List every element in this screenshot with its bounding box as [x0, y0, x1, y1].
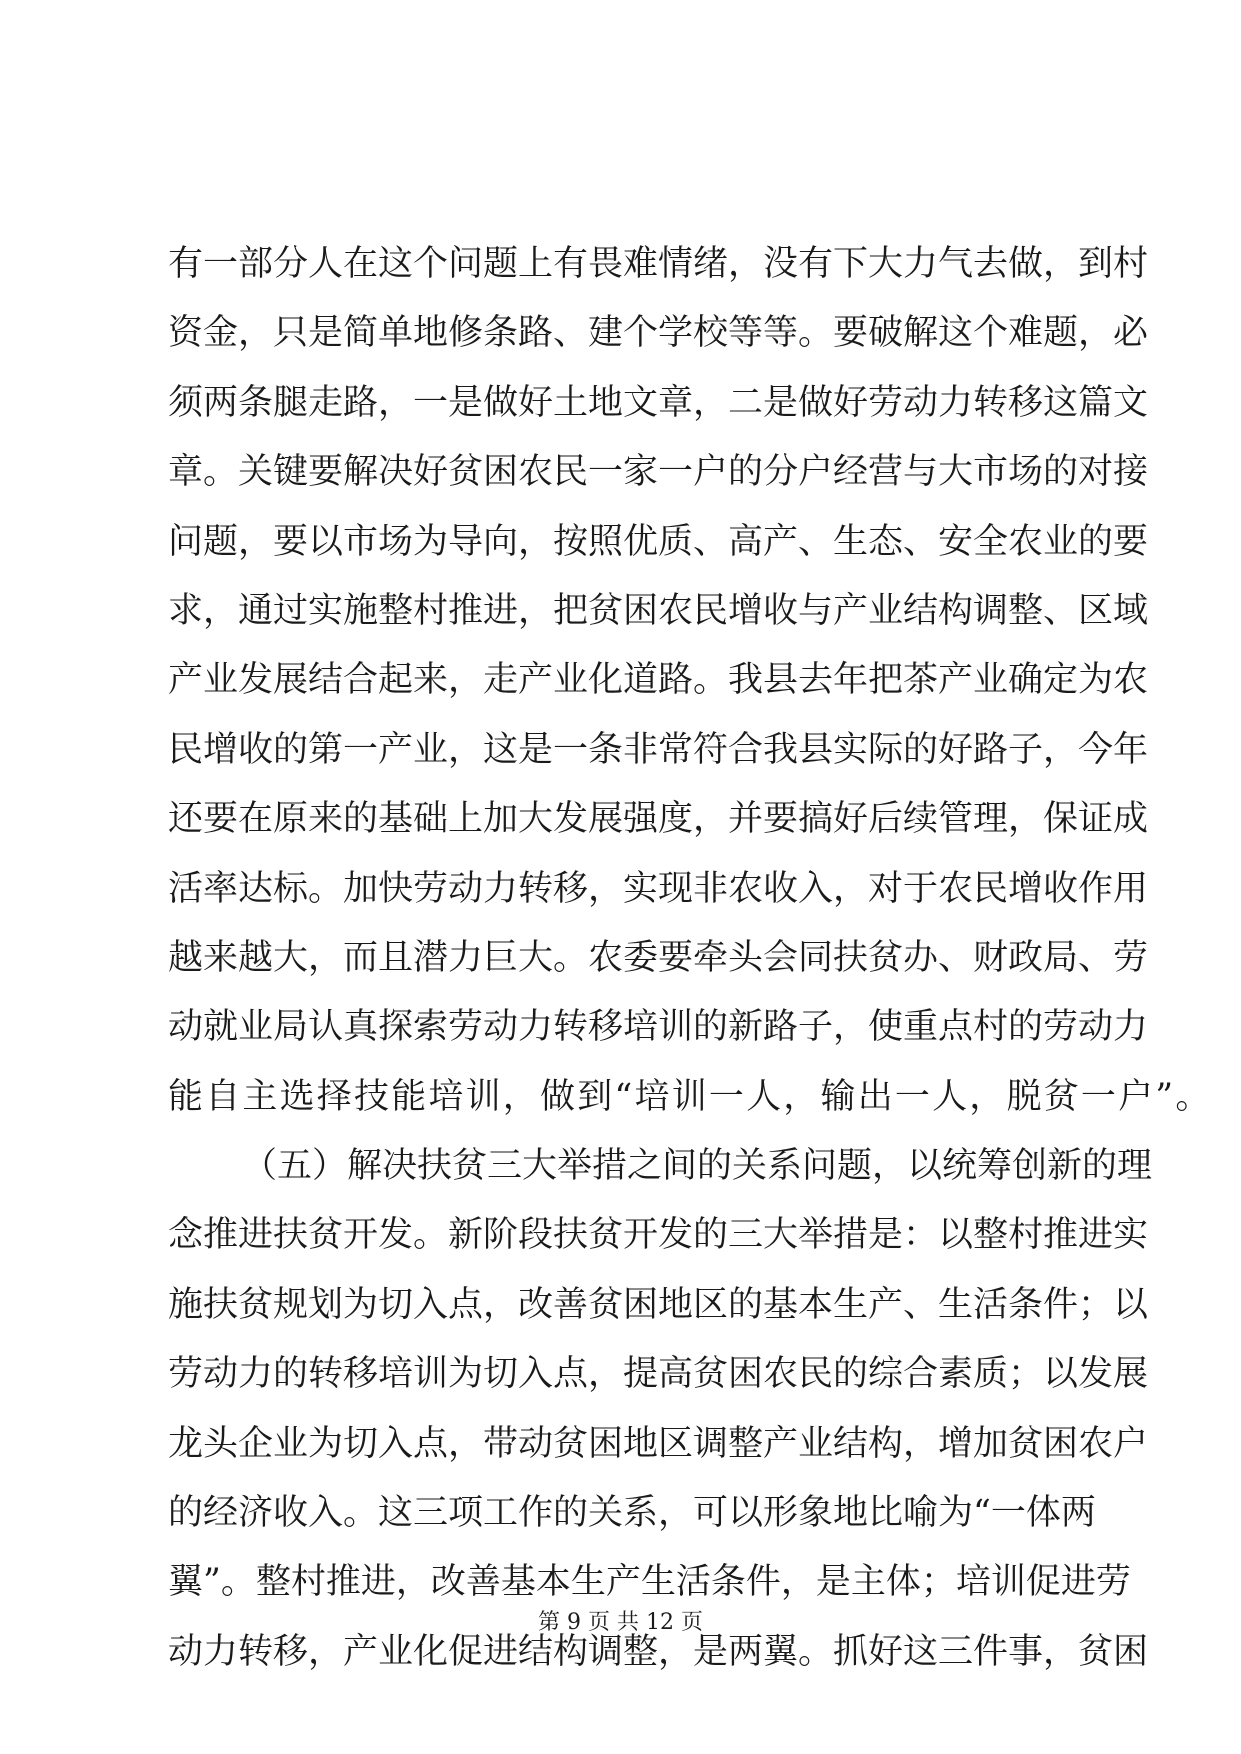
text-line: 还要在原来的基础上加大发展强度，并要搞好后续管理，保证成 — [168, 799, 1149, 840]
text-line: 须两条腿走路，一是做好土地文章，二是做好劳动力转移这篇文 — [168, 382, 1149, 423]
text-line: 求，通过实施整村推进，把贫困农民增收与产业结构调整、区域 — [168, 590, 1149, 631]
text-line: 章。关键要解决好贫困农民一家一户的分户经营与大市场的对接 — [168, 452, 1149, 493]
text-line: 能自主选择技能培训，做到“培训一人，输出一人，脱贫一户”。 — [168, 1076, 1213, 1117]
text-line: 的经济收入。这三项工作的关系，可以形象地比喻为“一体两 — [168, 1493, 1096, 1534]
text-line: 资金，只是简单地修条路、建个学校等等。要破解这个难题，必 — [168, 313, 1149, 354]
text-line: 劳动力的转移培训为切入点，提高贫困农民的综合素质；以发展 — [168, 1354, 1149, 1395]
text-line: 越来越大，而且潜力巨大。农委要牵头会同扶贫办、财政局、劳 — [168, 937, 1149, 978]
text-line: 动就业局认真探索劳动力转移培训的新路子，使重点村的劳动力 — [168, 1007, 1149, 1048]
page-number-footer: 第 9 页 共 12 页 — [538, 1610, 703, 1635]
text-line: 问题，要以市场为导向，按照优质、高产、生态、安全农业的要 — [168, 521, 1149, 562]
text-line: 翼”。整村推进，改善基本生产生活条件，是主体；培训促进劳 — [168, 1562, 1131, 1603]
text-line: 施扶贫规划为切入点，改善贫困地区的基本生产、生活条件；以 — [168, 1284, 1149, 1325]
text-line: 念推进扶贫开发。新阶段扶贫开发的三大举措是：以整村推进实 — [168, 1215, 1149, 1256]
text-line: 民增收的第一产业，这是一条非常符合我县实际的好路子，今年 — [168, 729, 1149, 770]
text-line: 活率达标。加快劳动力转移，实现非农收入，对于农民增收作用 — [168, 868, 1149, 909]
paragraph-heading-line: （五）解决扶贫三大举措之间的关系问题，以统筹创新的理 — [242, 1146, 1153, 1187]
text-line: 龙头企业为切入点，带动贫困地区调整产业结构，增加贫困农户 — [168, 1423, 1149, 1464]
document-body — [168, 230, 1213, 1687]
text-line: 产业发展结合起来，走产业化道路。我县去年把茶产业确定为农 — [168, 660, 1149, 701]
text-line: 动力转移，产业化促进结构调整，是两翼。抓好这三件事，贫困 — [168, 1631, 1149, 1672]
text-line: 有一部分人在这个问题上有畏难情绪，没有下大力气去做，到村 — [168, 244, 1149, 284]
